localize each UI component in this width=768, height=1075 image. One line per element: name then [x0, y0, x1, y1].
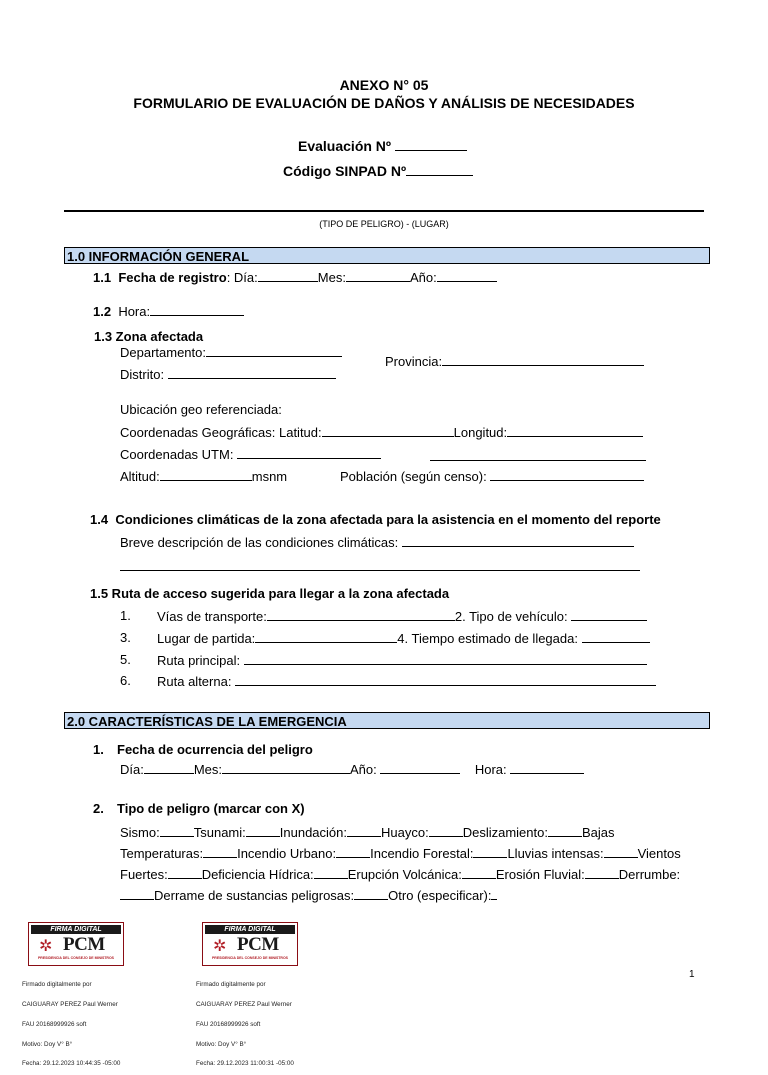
hazard-water-deficit-field[interactable] [314, 866, 348, 879]
hazard-forest-fire-label: Incendio Forestal: [370, 846, 474, 861]
item-number: 1.4 [90, 512, 109, 527]
hazard-type-line-4 [120, 887, 497, 903]
badge-header: FIRMA DIGITAL [31, 925, 121, 934]
hazard-erosion-field[interactable] [585, 866, 619, 879]
sinpad-blank[interactable] [406, 163, 473, 176]
climate-description-label: Breve descripción de las condiciones climáticas: [120, 535, 399, 550]
affected-zone-title: 1.3 Zona afectada [94, 329, 204, 344]
hazard-other-field[interactable] [491, 887, 497, 900]
hazard-erosion-label: Erosión Fluvial: [495, 867, 585, 882]
sinpad-code [283, 163, 473, 179]
pcm-logo: PCM [63, 934, 105, 955]
hazard-rockfall-label: Derrumbe: [618, 867, 681, 882]
altitude-row [120, 468, 287, 484]
hazard-type-line-3 [120, 866, 680, 882]
time-label: Hora: [118, 304, 151, 319]
hazard-date-row [120, 761, 584, 777]
hazard-spill-field[interactable] [354, 887, 388, 900]
section-1-header: 1.0 INFORMACIÓN GENERAL [64, 247, 710, 264]
transport-route-row [157, 608, 647, 624]
signature-line: Motivo: Doy V° B° [196, 1040, 247, 1048]
main-route-row [157, 652, 647, 668]
latitude-label: Coordenadas Geográficas: Latitud: [120, 425, 322, 440]
district-field[interactable] [168, 366, 336, 379]
signature-line: Firmado digitalmente por [196, 981, 266, 989]
year-field[interactable] [380, 761, 460, 774]
route-item-number: 6. [120, 673, 131, 688]
hazard-urban-fire-label: Incendio Urbano: [237, 846, 337, 861]
alternate-route-label: Ruta alterna: [157, 674, 232, 689]
year-label: Año: [409, 270, 437, 285]
signature-line: Fecha: 29.12.2023 11:00:31 -05:00 [196, 1060, 294, 1068]
hazard-type-title: Tipo de peligro (marcar con X) [117, 801, 305, 816]
hazard-tsunami-field[interactable] [246, 824, 280, 837]
hazard-flood-label: Inundación: [279, 825, 347, 840]
year-field[interactable] [437, 269, 497, 282]
signature-line: FAU 20168999926 soft [196, 1020, 261, 1028]
signature-details-1 [22, 969, 120, 1075]
climate-description-row [120, 534, 634, 550]
time-row [93, 303, 244, 319]
year-label: Año: [350, 762, 377, 777]
climate-description-field[interactable] [402, 534, 634, 547]
population-row [340, 468, 644, 484]
route-item-number: 3. [120, 630, 131, 645]
evaluation-number [298, 138, 467, 154]
day-label: Día: [120, 762, 144, 777]
vehicle-type-field[interactable] [571, 608, 647, 621]
pcm-emblem-icon: ✲ [213, 938, 227, 955]
longitude-label: Longitud: [453, 425, 508, 440]
population-field[interactable] [490, 468, 644, 481]
main-route-field[interactable] [244, 652, 647, 665]
province-row [385, 353, 644, 369]
hazard-low-temp-label-cont: Temperaturas: [120, 846, 204, 861]
access-route-title: 1.5 Ruta de acceso sugerida para llegar a la zona afectada [90, 586, 450, 601]
hazard-type-line-2 [120, 845, 681, 861]
month-label: Mes: [317, 270, 346, 285]
pcm-logo-subtitle: PRESIDENCIA DEL CONSEJO DE MINISTROS [37, 956, 115, 960]
hazard-tsunami-label: Tsunami: [193, 825, 246, 840]
time-field[interactable] [510, 761, 584, 774]
department-field[interactable] [206, 344, 342, 357]
arrival-time-label: 4. Tiempo estimado de llegada: [397, 631, 578, 646]
pcm-emblem-icon: ✲ [39, 938, 53, 955]
hazard-heavy-rain-field[interactable] [604, 845, 638, 858]
longitude-field[interactable] [507, 424, 643, 437]
month-label: Mes: [193, 762, 223, 777]
annex-number: ANEXO N° 05 [339, 77, 429, 93]
hazard-other-label: Otro (especificar): [388, 888, 492, 903]
alternate-route-field[interactable] [235, 673, 656, 686]
district-row [120, 366, 336, 382]
hazard-heavy-rain-label: Lluvias intensas: [507, 846, 604, 861]
month-field[interactable] [346, 269, 410, 282]
hazard-rockfall-field[interactable] [120, 887, 154, 900]
utm-field-1[interactable] [237, 446, 381, 459]
day-field[interactable] [144, 761, 194, 774]
page-number: 1 [689, 969, 695, 980]
hazard-water-deficit-label: Deficiencia Hídrica: [201, 867, 314, 882]
item-number: 1.2 [93, 304, 112, 319]
departure-row [157, 630, 650, 646]
hazard-type-line-1 [120, 824, 615, 840]
hazard-urban-fire-field[interactable] [336, 845, 370, 858]
signature-line: FAU 20168999926 soft [22, 1020, 87, 1028]
departure-label: Lugar de partida: [157, 631, 256, 646]
utm-label: Coordenadas UTM: [120, 447, 234, 462]
registration-date-label: Fecha de registro [118, 270, 227, 285]
department-label: Departamento: [120, 345, 206, 360]
department-row [120, 344, 342, 360]
transport-route-field[interactable] [267, 608, 455, 621]
day-field[interactable] [258, 269, 318, 282]
hazard-date-title: Fecha de ocurrencia del peligro [117, 742, 313, 757]
registration-date-row [93, 269, 497, 285]
province-field[interactable] [442, 353, 644, 366]
form-title: FORMULARIO DE EVALUACIÓN DE DAÑOS Y ANÁLISIS DE NECESIDADES [133, 95, 635, 111]
latitude-field[interactable] [322, 424, 454, 437]
time-label: Hora: [474, 762, 507, 777]
alternate-route-row [157, 673, 656, 689]
hazard-huayco-field[interactable] [429, 824, 463, 837]
hazard-volcanic-field[interactable] [462, 866, 496, 879]
hazard-strong-winds-label: Vientos [637, 846, 681, 861]
section-2-header: 2.0 CARACTERÍSTICAS DE LA EMERGENCIA [64, 712, 710, 729]
utm-row [120, 446, 381, 462]
signature-line: Motivo: Doy V° B° [22, 1040, 73, 1048]
day-label: : Día: [226, 270, 258, 285]
route-item-number: 1. [120, 608, 131, 623]
pcm-logo: PCM [237, 934, 279, 955]
population-label: Población (según censo): [340, 469, 487, 484]
transport-route-label: Vías de transporte: [157, 609, 267, 624]
pcm-logo-subtitle: PRESIDENCIA DEL CONSEJO DE MINISTROS [211, 956, 289, 960]
climate-description-line-2[interactable] [120, 570, 640, 571]
evaluation-label: Evaluación Nº [298, 138, 392, 154]
hazard-place-caption: (TIPO DE PELIGRO) - (LUGAR) [319, 219, 449, 229]
signature-line: Firmado digitalmente por [22, 981, 92, 989]
departure-field[interactable] [255, 630, 397, 643]
question-number: 1. [93, 742, 104, 757]
main-route-label: Ruta principal: [157, 653, 241, 668]
hazard-strong-winds-label-cont: Fuertes: [120, 867, 168, 882]
time-field[interactable] [150, 303, 244, 316]
signature-line: CAIGUARAY PEREZ Paul Werner [196, 1000, 292, 1008]
sinpad-label: Código SINPAD Nº [283, 163, 407, 179]
hazard-landslide-field[interactable] [548, 824, 582, 837]
signature-details-2 [196, 969, 294, 1075]
climate-title-row [90, 512, 661, 527]
signature-line: CAIGUARAY PEREZ Paul Werner [22, 1000, 118, 1008]
geo-location-label: Ubicación geo referenciada: [120, 402, 282, 417]
geo-coordinates-row [120, 424, 643, 440]
hazard-earthquake-field[interactable] [160, 824, 194, 837]
hazard-low-temp-field[interactable] [203, 845, 237, 858]
hazard-huayco-label: Huayco: [381, 825, 429, 840]
question-number: 2. [93, 801, 104, 816]
altitude-unit: msnm [251, 469, 288, 484]
item-number: 1.1 [93, 270, 112, 285]
utm-field-2[interactable] [430, 460, 646, 461]
arrival-time-field[interactable] [582, 630, 650, 643]
hazard-volcanic-label: Erupción Volcánica: [347, 867, 462, 882]
vehicle-type-label: 2. Tipo de vehículo: [454, 609, 568, 624]
hazard-strong-winds-field[interactable] [168, 866, 202, 879]
province-label: Provincia: [385, 354, 443, 369]
hazard-place-line[interactable] [64, 210, 704, 212]
district-label: Distrito: [120, 367, 165, 382]
hazard-flood-field[interactable] [347, 824, 381, 837]
hazard-forest-fire-field[interactable] [473, 845, 507, 858]
altitude-field[interactable] [160, 468, 252, 481]
badge-header: FIRMA DIGITAL [205, 925, 295, 934]
climate-title: Condiciones climáticas de la zona afectada para la asistencia en el momento del reporte [115, 512, 661, 527]
month-field[interactable] [222, 761, 350, 774]
evaluation-blank[interactable] [395, 138, 467, 151]
signature-line: Fecha: 29.12.2023 10:44:35 -05:00 [22, 1060, 121, 1068]
hazard-low-temp-label: Bajas [581, 825, 615, 840]
hazard-landslide-label: Deslizamiento: [462, 825, 548, 840]
hazard-spill-label: Derrame de sustancias peligrosas: [154, 888, 355, 903]
digital-signature-badge-1 [28, 922, 124, 966]
altitude-label: Altitud: [120, 469, 160, 484]
digital-signature-badge-2 [202, 922, 298, 966]
hazard-earthquake-label: Sismo: [120, 825, 160, 840]
route-item-number: 5. [120, 652, 131, 667]
